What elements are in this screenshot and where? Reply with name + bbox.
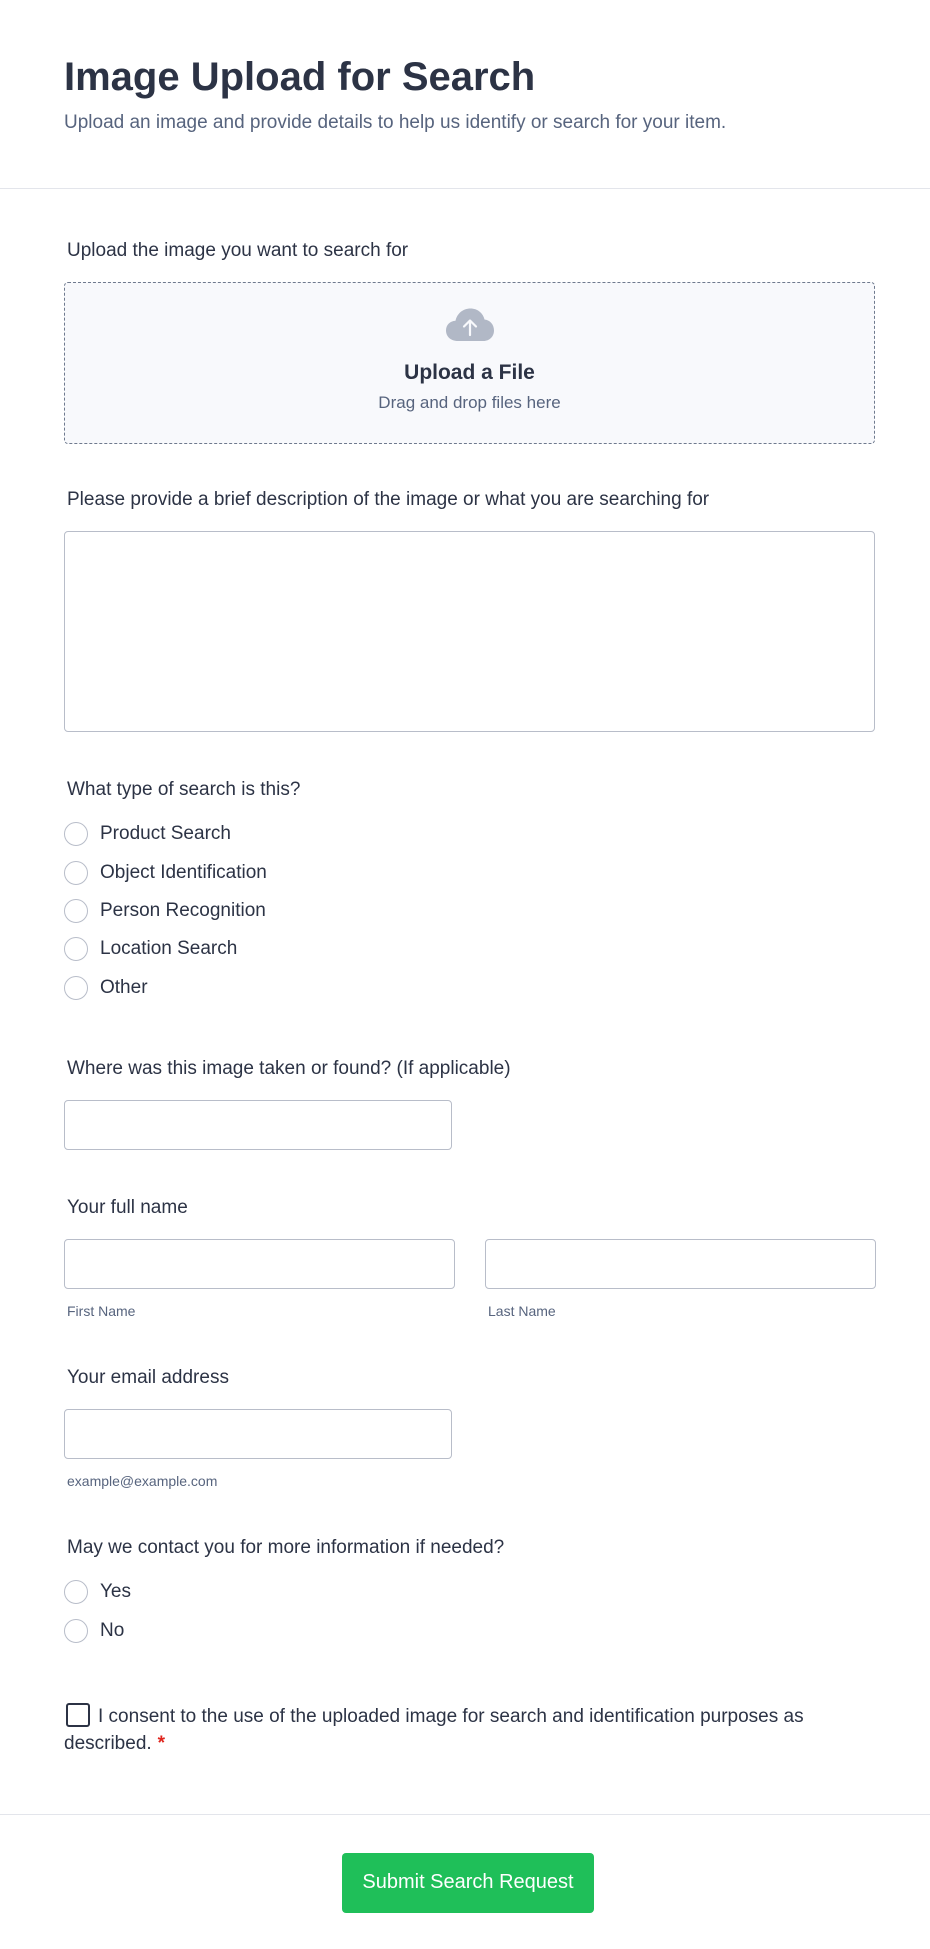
radio-button[interactable] <box>64 976 88 1000</box>
consent-text[interactable]: I consent to the use of the uploaded image for search and identification purposes as described. <box>64 1705 804 1754</box>
radio-option-location-search[interactable] <box>64 930 875 968</box>
contact-options <box>64 1573 875 1650</box>
submit-button[interactable]: Submit Search Request <box>342 1853 594 1913</box>
radio-option-product-search[interactable] <box>64 815 875 853</box>
form-footer <box>0 1814 930 1913</box>
contact-label: May we contact you for more information if needed? <box>67 1536 505 1558</box>
consent-row <box>64 1703 824 1757</box>
radio-button[interactable] <box>64 1580 88 1604</box>
radio-button[interactable] <box>64 1619 88 1643</box>
radio-label[interactable]: Person Recognition <box>100 899 266 921</box>
page-title: Image Upload for Search <box>64 55 536 99</box>
description-field <box>64 444 875 732</box>
contact-field <box>64 1490 875 1650</box>
location-input[interactable] <box>64 1100 452 1150</box>
radio-option-yes[interactable] <box>64 1573 875 1611</box>
last-name-sublabel: Last Name <box>488 1302 556 1319</box>
upload-title: Upload a File <box>404 361 535 384</box>
search-type-field <box>64 732 875 1007</box>
radio-label[interactable]: Product Search <box>100 823 231 845</box>
radio-button[interactable] <box>64 937 88 961</box>
description-label: Please provide a brief description of the image or what you are searching for <box>67 489 710 510</box>
consent-field <box>64 1650 875 1757</box>
last-name-group <box>485 1221 876 1320</box>
location-label: Where was this image taken or found? (If applicable) <box>67 1057 511 1079</box>
consent-checkbox[interactable] <box>66 1703 90 1727</box>
radio-option-person-recognition[interactable] <box>64 892 875 930</box>
name-row <box>64 1221 875 1320</box>
email-input[interactable] <box>64 1409 452 1459</box>
upload-dropzone[interactable] <box>64 282 875 444</box>
first-name-input[interactable] <box>64 1239 455 1289</box>
upload-field <box>64 189 875 444</box>
radio-button[interactable] <box>64 861 88 885</box>
radio-label[interactable]: Location Search <box>100 938 238 960</box>
upload-subtitle: Drag and drop files here <box>378 393 561 412</box>
radio-label[interactable]: Object Identification <box>100 861 267 883</box>
search-type-options <box>64 815 875 1007</box>
radio-option-no[interactable] <box>64 1611 875 1649</box>
upload-label: Upload the image you want to search for <box>67 240 409 261</box>
form-header <box>0 0 930 189</box>
page-subtitle: Upload an image and provide details to help us identify or search for your item. <box>64 112 727 133</box>
radio-label[interactable]: Yes <box>100 1581 131 1603</box>
location-field <box>64 1007 875 1150</box>
form-body <box>0 189 930 1757</box>
first-name-sublabel: First Name <box>67 1302 136 1319</box>
cloud-upload-icon <box>445 307 495 343</box>
email-label: Your email address <box>67 1366 229 1388</box>
required-marker: * <box>157 1732 166 1754</box>
radio-button[interactable] <box>64 822 88 846</box>
radio-label[interactable]: Other <box>100 976 148 998</box>
radio-button[interactable] <box>64 899 88 923</box>
radio-option-other[interactable] <box>64 969 875 1007</box>
last-name-input[interactable] <box>485 1239 876 1289</box>
full-name-label: Your full name <box>67 1196 188 1218</box>
search-type-label: What type of search is this? <box>67 779 301 800</box>
radio-option-object-identification[interactable] <box>64 853 875 891</box>
radio-label[interactable]: No <box>100 1619 125 1641</box>
full-name-field <box>64 1150 875 1320</box>
email-sublabel: example@example.com <box>67 1472 218 1489</box>
email-field <box>64 1320 875 1490</box>
first-name-group <box>64 1221 455 1320</box>
description-textarea[interactable] <box>64 531 875 732</box>
